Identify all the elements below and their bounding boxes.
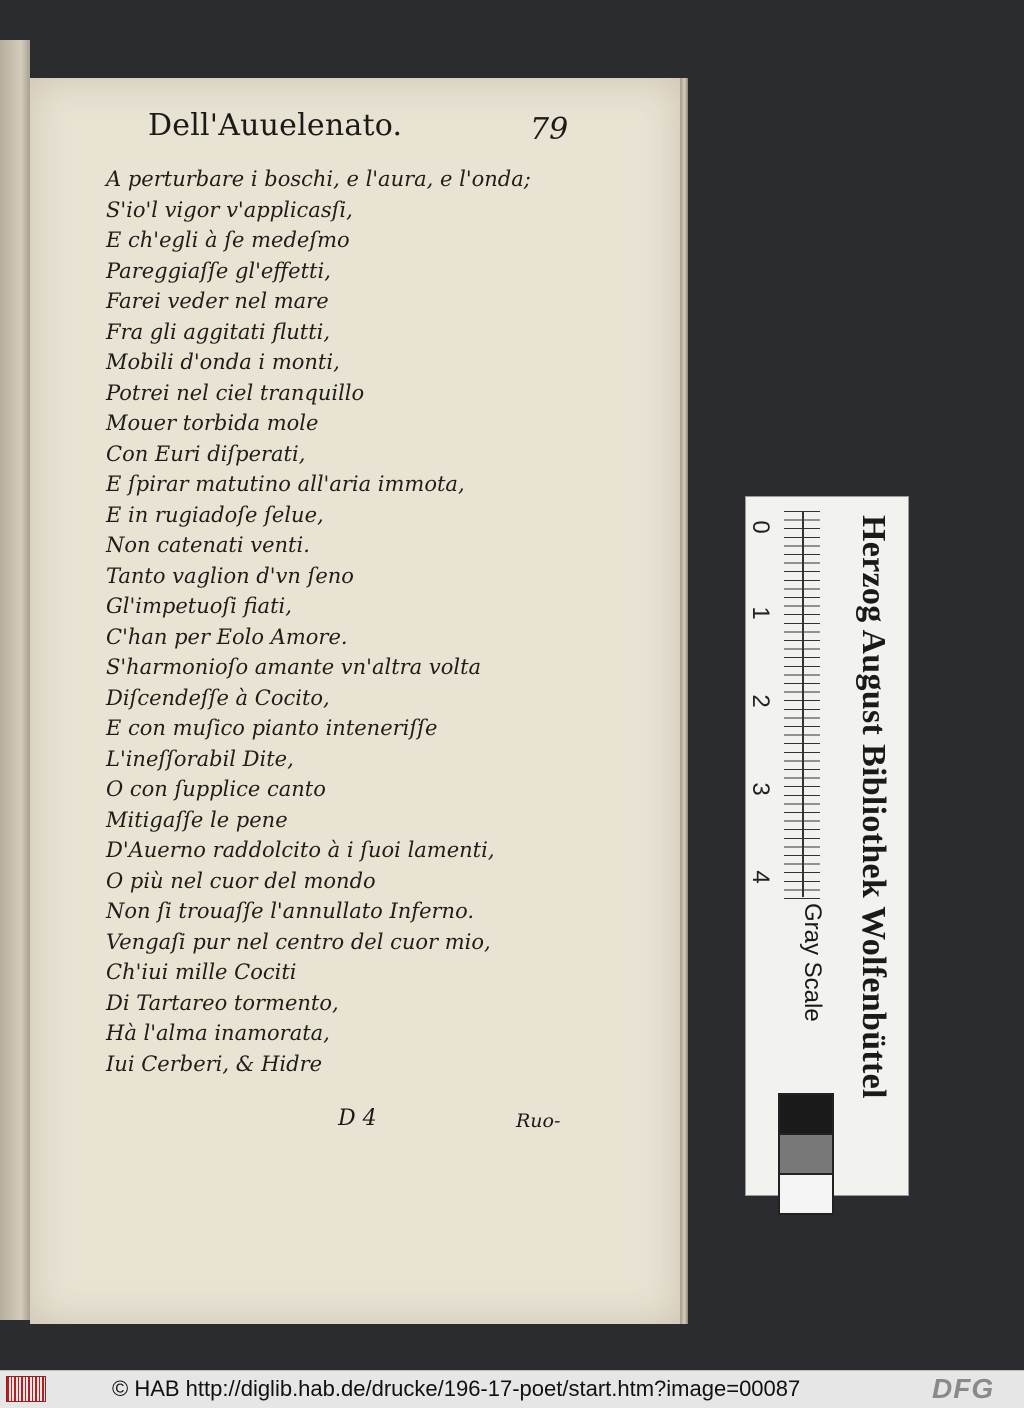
verse-line: C'han per Eolo Amore. [106, 624, 348, 649]
verse-line: L'ineſſorabil Dite, [106, 746, 294, 771]
verse-line: A perturbare i boschi, e l'aura, e l'onda; [106, 167, 531, 191]
verse-line: Tanto vaglion d'vn ſeno [106, 563, 354, 588]
verse-line: Ch'iui mille Cociti [106, 960, 297, 984]
page-number: 79 [530, 112, 569, 147]
verse-line: E con muſico pianto inteneriſſe [106, 716, 438, 740]
gray-scale-label: Gray Scale [799, 903, 826, 1022]
book-page [30, 78, 680, 1324]
verse-line: Mouer torbida mole [106, 411, 319, 435]
dfg-logo: DFG [932, 1373, 995, 1404]
swatch-black [778, 1093, 834, 1135]
verse-line: Vengaſi pur nel centro del cuor mio, [106, 929, 491, 954]
ruler-number: 2 [747, 694, 774, 708]
previous-page-edge [0, 40, 30, 1320]
catchword: Ruo- [516, 1110, 561, 1132]
ruler-number: 4 [747, 870, 774, 884]
running-head: Dell'Auuelenato. [148, 108, 403, 143]
footer-bar [0, 1370, 1024, 1408]
verse-text [106, 164, 531, 1079]
verse-line: S'harmonioſo amante vn'altra volta [106, 655, 482, 679]
swatch-white [778, 1173, 834, 1215]
verse-line: D'Auerno raddolcito à i ſuoi lamenti, [106, 838, 495, 862]
signature-mark: D 4 [338, 1106, 377, 1131]
verse-line: Hà l'alma inamorata, [106, 1021, 330, 1045]
verse-line: Mitigaſſe le pene [106, 807, 288, 832]
gray-swatches [778, 1095, 834, 1215]
verse-line: O con ſupplice canto [106, 777, 326, 801]
verse-line: Diſcendeſſe à Cocito, [106, 685, 330, 710]
verse-line: E ch'egli à ſe medeſmo [106, 228, 350, 252]
verse-line: Non ſi trouaſſe l'annullato Inferno. [106, 899, 475, 923]
verse-line: E in rugiadoſe ſelue, [106, 502, 324, 527]
verse-line: Potrei nel ciel tranquillo [106, 380, 365, 405]
verse-line: Fra gli aggitati flutti, [106, 319, 331, 344]
color-ruler-card [745, 496, 909, 1196]
verse-line: S'io'l vigor v'applicasſi, [106, 197, 353, 222]
ruler-number: 1 [747, 606, 774, 620]
copyright-url[interactable]: © HAB http://diglib.hab.de/drucke/196-17-poet/start.htm?image=00087 [112, 1376, 801, 1401]
barcode-icon [6, 1376, 46, 1402]
verse-line: E ſpirar matutino all'aria immota, [106, 472, 465, 496]
verse-line: O più nel cuor del mondo [106, 868, 376, 893]
verse-line: Mobili d'onda i monti, [106, 350, 340, 374]
verse-line: Pareggiaſſe gl'effetti, [106, 258, 331, 283]
ruler-number: 3 [747, 782, 774, 796]
ruler-number: 0 [747, 520, 774, 534]
swatch-gray [778, 1133, 834, 1175]
ruler-axis [802, 511, 804, 897]
verse-line: Di Tartareo tormento, [106, 990, 339, 1015]
institution-name: Herzog August Bibliothek Wolfenbüttel [855, 515, 892, 1099]
verse-line: Non catenati venti. [106, 533, 310, 557]
verse-line: Iui Cerberi, & Hidre [106, 1051, 323, 1076]
verse-line: Gl'impetuoſi fiati, [106, 594, 292, 618]
verse-line: Con Euri diſperati, [106, 441, 306, 466]
ruler-ticks [774, 511, 820, 901]
verse-line: Farei veder nel mare [106, 289, 329, 313]
